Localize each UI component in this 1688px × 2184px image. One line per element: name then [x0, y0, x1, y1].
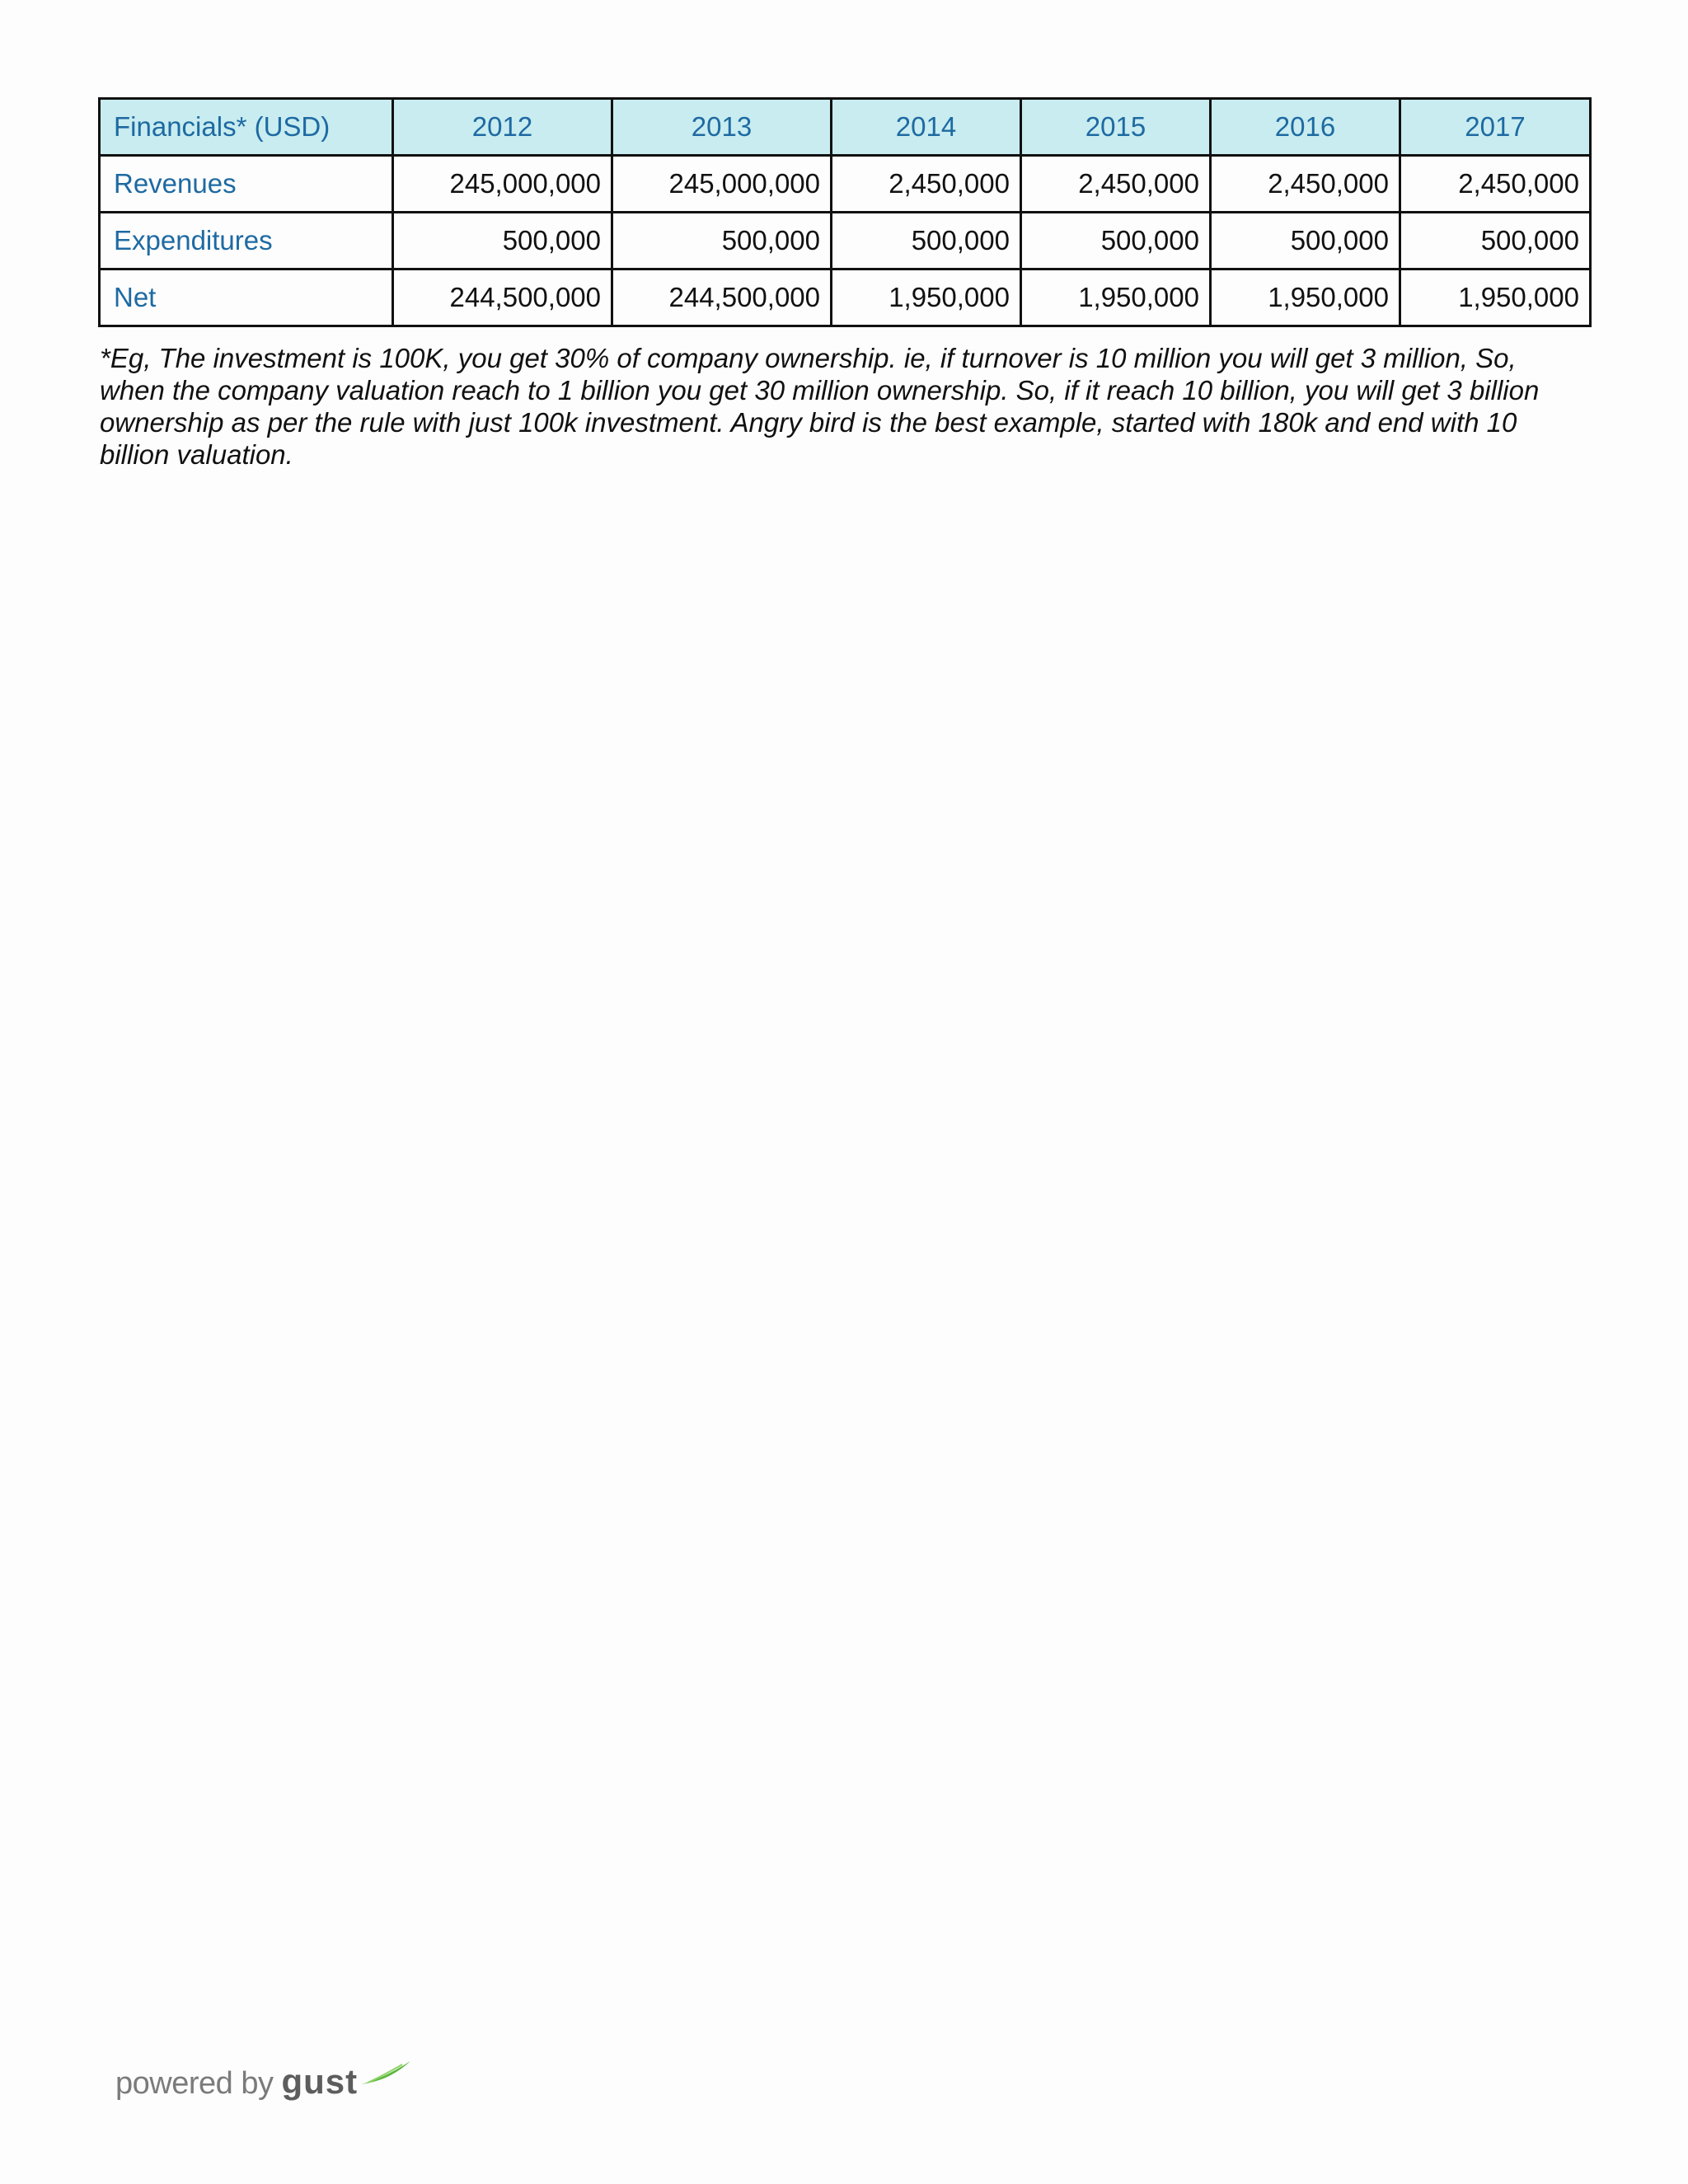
header-year-cell: 2016	[1211, 99, 1400, 156]
footnote	[100, 342, 1583, 471]
table-cell: 500,000	[612, 213, 832, 269]
footnote-line: when the company valuation reach to 1 billion you get 30 million ownership. So, if it reach 10 billion, you will get 3 billion	[100, 375, 1540, 405]
financials-table	[98, 97, 1592, 327]
header-year-cell: 2015	[1021, 99, 1211, 156]
table-cell: 1,950,000	[1211, 269, 1400, 326]
table-cell: 244,500,000	[612, 269, 832, 326]
footnote-line: ownership as per the rule with just 100k investment. Angry bird is the best example, started with 180k and end with 10	[100, 407, 1517, 438]
table-cell: 500,000	[1400, 213, 1591, 269]
header-year-cell: 2012	[393, 99, 612, 156]
table-cell: 1,950,000	[1400, 269, 1591, 326]
powered-by-text: powered by	[115, 2066, 274, 2101]
table-cell: 500,000	[832, 213, 1021, 269]
footnote-line: billion valuation.	[100, 439, 293, 470]
table-cell: 500,000	[1021, 213, 1211, 269]
table-header-row	[100, 99, 1591, 156]
table-cell: 2,450,000	[832, 156, 1021, 213]
row-label: Expenditures	[100, 213, 393, 269]
leaf-swoosh-icon	[358, 2060, 412, 2102]
header-year-cell: 2017	[1400, 99, 1591, 156]
table-cell: 2,450,000	[1211, 156, 1400, 213]
table-cell: 1,950,000	[832, 269, 1021, 326]
table-cell: 2,450,000	[1021, 156, 1211, 213]
table-cell: 245,000,000	[612, 156, 832, 213]
footnote-line: *Eg, The investment is 100K, you get 30% of company ownership. ie, if turnover is 10 million you will get 3 million, So,	[100, 343, 1517, 373]
table-row-net	[100, 269, 1591, 326]
table-cell: 500,000	[393, 213, 612, 269]
table-row-revenues	[100, 156, 1591, 213]
table-cell: 244,500,000	[393, 269, 612, 326]
gust-wordmark: gust	[281, 2062, 359, 2101]
table-row-expenditures	[100, 213, 1591, 269]
header-year-cell: 2014	[832, 99, 1021, 156]
row-label: Revenues	[100, 156, 393, 213]
header-label-cell: Financials* (USD)	[100, 99, 393, 156]
table-cell: 500,000	[1211, 213, 1400, 269]
row-label: Net	[100, 269, 393, 326]
powered-by-gust-logo	[115, 2052, 412, 2102]
table-cell: 2,450,000	[1400, 156, 1591, 213]
table-cell: 1,950,000	[1021, 269, 1211, 326]
table-cell: 245,000,000	[393, 156, 612, 213]
header-year-cell: 2013	[612, 99, 832, 156]
